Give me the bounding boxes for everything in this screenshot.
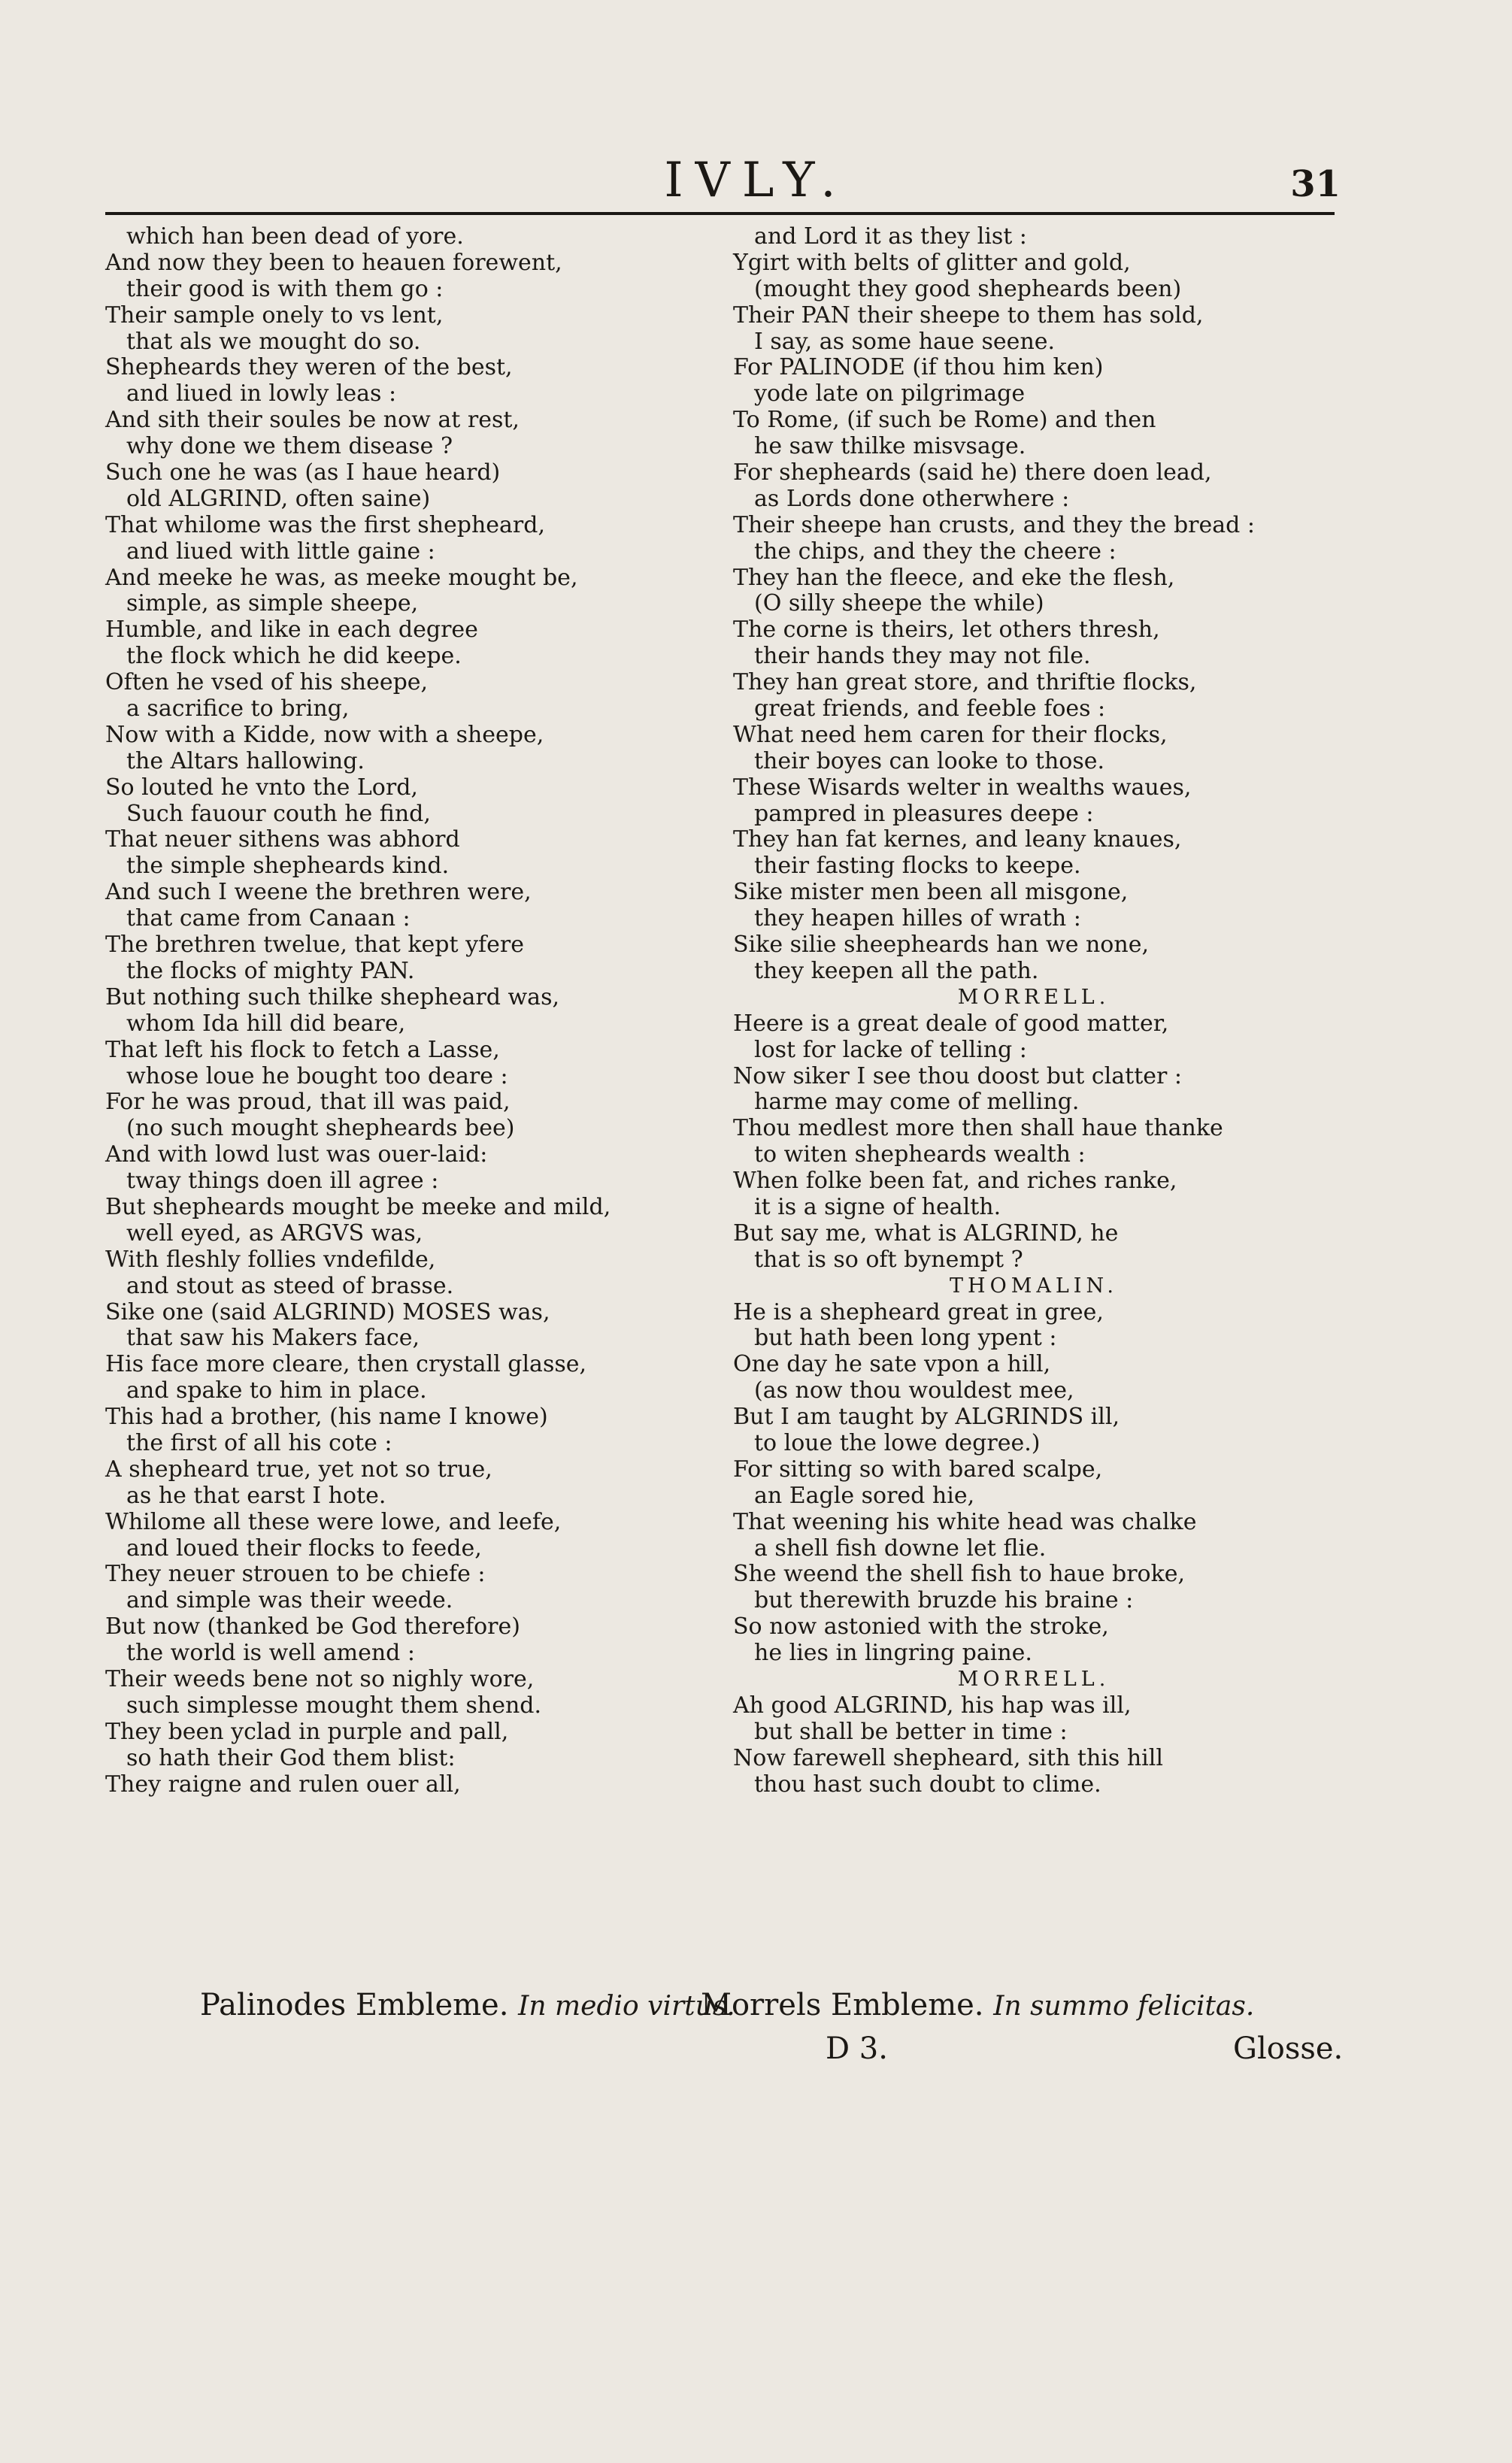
verse-line: Their sample onely to vs lent, bbox=[105, 301, 444, 329]
verse-line: The brethren twelue, that kept yfere bbox=[105, 932, 524, 959]
verse-line: Their sheepe han crusts, and they the bread : bbox=[733, 511, 1255, 538]
verse-line: he saw thilke misvsage. bbox=[754, 433, 1026, 460]
verse-line: But say me, what is ALGRIND, he bbox=[733, 1219, 1119, 1247]
verse-line: to witen shepheards wealth : bbox=[754, 1141, 1086, 1168]
verse-line: it is a signe of health. bbox=[754, 1193, 1001, 1220]
verse-line: why done we them disease ? bbox=[126, 433, 453, 460]
verse-line: (no such mought shepheards bee) bbox=[126, 1115, 515, 1142]
verse-line: their good is with them go : bbox=[126, 275, 444, 302]
verse-line: Such fauour couth he find, bbox=[126, 800, 431, 827]
verse-line: Such one he was (as I haue heard) bbox=[105, 459, 501, 486]
verse-line: and liued with little gaine : bbox=[126, 538, 435, 565]
emblem-motto: In summo felicitas. bbox=[993, 1991, 1255, 2022]
verse-line: the flock which he did keepe. bbox=[126, 643, 462, 670]
running-title: IVLY. bbox=[664, 153, 848, 208]
verse-line: Shepheards they weren of the best, bbox=[105, 354, 513, 381]
verse-line: Sike silie sheepheards han we none, bbox=[733, 932, 1149, 959]
verse-line: the first of all his cote : bbox=[126, 1429, 392, 1456]
verse-line: His face more cleare, then crystall glasse, bbox=[105, 1351, 587, 1378]
verse-line: That neuer sithens was abhord bbox=[105, 826, 460, 853]
verse-line: Their weeds bene not so nighly wore, bbox=[105, 1665, 535, 1692]
verse-line: They han the fleece, and eke the flesh, bbox=[733, 564, 1175, 591]
emblem-label: Morrels Embleme. bbox=[701, 1988, 984, 2022]
verse-line: She weend the shell fish to haue broke, bbox=[733, 1561, 1186, 1588]
verse-line: This had a brother, (his name I knowe) bbox=[105, 1404, 548, 1431]
verse-line: They raigne and rulen ouer all, bbox=[105, 1771, 461, 1798]
verse-line: they keepen all the path. bbox=[754, 957, 1039, 984]
verse-line: Now siker I see thou doost but clatter : bbox=[733, 1062, 1183, 1089]
verse-line: thou hast such doubt to clime. bbox=[754, 1771, 1101, 1798]
verse-line: So now astonied with the stroke, bbox=[733, 1613, 1109, 1640]
verse-line: The corne is theirs, let others thresh, bbox=[733, 617, 1160, 644]
verse-line: that came from Canaan : bbox=[126, 905, 411, 932]
verse-line: that saw his Makers face, bbox=[126, 1325, 420, 1352]
verse-line: so hath their God them blist: bbox=[126, 1744, 456, 1771]
verse-line: One day he sate vpon a hill, bbox=[733, 1351, 1051, 1378]
verse-line: whose loue he bought too deare : bbox=[126, 1062, 508, 1089]
verse-line: For he was proud, that ill was paid, bbox=[105, 1089, 511, 1116]
verse-line: For shepheards (said he) there doen lead, bbox=[733, 459, 1212, 486]
verse-line: He is a shepheard great in gree, bbox=[733, 1298, 1104, 1325]
verse-line: That left his flock to fetch a Lasse, bbox=[105, 1036, 500, 1063]
verse-line: which han been dead of yore. bbox=[126, 223, 464, 250]
verse-line: And with lowd lust was ouer-laid: bbox=[105, 1141, 488, 1168]
verse-line: I say, as some haue seene. bbox=[754, 328, 1056, 355]
verse-line: their hands they may not file. bbox=[754, 643, 1091, 670]
palinode-emblem bbox=[200, 1986, 735, 2025]
verse-line: and loued their flocks to feede, bbox=[126, 1534, 482, 1562]
verse-line: Their PAN their sheepe to them has sold, bbox=[733, 301, 1204, 329]
header-rule bbox=[105, 212, 1335, 215]
verse-line: So louted he vnto the Lord, bbox=[105, 774, 418, 801]
verse-line: To Rome, (if such be Rome) and then bbox=[733, 407, 1156, 434]
verse-line: but hath been long ypent : bbox=[754, 1325, 1057, 1352]
verse-line: as Lords done otherwhere : bbox=[754, 485, 1070, 512]
catchword: Glosse. bbox=[1233, 2031, 1344, 2066]
verse-line: whom Ida hill did beare, bbox=[126, 1010, 406, 1037]
verse-line: Sike one (said ALGRIND) MOSES was, bbox=[105, 1298, 550, 1325]
verse-line: the Altars hallowing. bbox=[126, 747, 365, 774]
verse-line: and liued in lowly leas : bbox=[126, 380, 397, 407]
verse-line: a sacrifice to bring, bbox=[126, 695, 350, 723]
verse-line: yode late on pilgrimage bbox=[754, 380, 1026, 407]
verse-line: that als we mought do so. bbox=[126, 328, 421, 355]
verse-line: That whilome was the first shepheard, bbox=[105, 511, 546, 538]
verse-line: Now with a Kidde, now with a sheepe, bbox=[105, 721, 544, 748]
verse-line: but therewith bruzde his braine : bbox=[754, 1587, 1134, 1614]
verse-line: And sith their soules be now at rest, bbox=[105, 407, 520, 434]
left-column bbox=[105, 224, 699, 1798]
verse-line: that is so oft bynempt ? bbox=[754, 1246, 1023, 1273]
verse-line: but shall be better in time : bbox=[754, 1718, 1068, 1745]
verse-line: These Wisards welter in wealths waues, bbox=[733, 774, 1192, 801]
verse-line: They been yclad in purple and pall, bbox=[105, 1718, 509, 1745]
right-column bbox=[733, 224, 1335, 1798]
verse-line: But nothing such thilke shepheard was, bbox=[105, 983, 559, 1010]
verse-line: the simple shepheards kind. bbox=[126, 853, 450, 880]
verse-line: And meeke he was, as meeke mought be, bbox=[105, 564, 578, 591]
verse-line: What need hem caren for their flocks, bbox=[733, 721, 1168, 748]
verse-line: Humble, and like in each degree bbox=[105, 617, 478, 644]
verse-line: their fasting flocks to keepe. bbox=[754, 853, 1081, 880]
emblem-label: Palinodes Embleme. bbox=[200, 1988, 509, 2022]
verse-line: tway things doen ill agree : bbox=[126, 1168, 439, 1195]
verse-line: (as now thou wouldest mee, bbox=[754, 1377, 1074, 1404]
verse-line: For PALINODE (if thou him ken) bbox=[733, 354, 1104, 381]
speaker-name: MORRELL. bbox=[957, 985, 1111, 1009]
verse-line: They han great store, and thriftie flocks, bbox=[733, 669, 1197, 696]
verse-line: Thou medlest more then shall haue thanke bbox=[733, 1115, 1223, 1142]
verse-line: and Lord it as they list : bbox=[754, 223, 1027, 250]
verse-line: (mought they good shepheards been) bbox=[754, 275, 1182, 302]
verse-line: and stout as steed of brasse. bbox=[126, 1272, 454, 1299]
verse-line: simple, as simple sheepe, bbox=[126, 590, 419, 617]
verse-line: great friends, and feeble foes : bbox=[754, 695, 1106, 723]
verse-line: well eyed, as ARGVS was, bbox=[126, 1219, 423, 1247]
verse-line: and spake to him in place. bbox=[126, 1377, 427, 1404]
verse-line: They han fat kernes, and leany knaues, bbox=[733, 826, 1182, 853]
speaker-name: THOMALIN. bbox=[950, 1274, 1118, 1298]
folio-number: 31 bbox=[1290, 163, 1341, 205]
verse-line: to loue the lowe degree.) bbox=[754, 1429, 1041, 1456]
verse-line: Heere is a great deale of good matter, bbox=[733, 1010, 1169, 1037]
morrell-emblem bbox=[701, 1986, 1254, 2025]
verse-line: Whilome all these were lowe, and leefe, bbox=[105, 1508, 562, 1535]
verse-line: But shepheards mought be meeke and mild, bbox=[105, 1193, 611, 1220]
verse-line: And such I weene the brethren were, bbox=[105, 879, 532, 906]
verse-line: Ygirt with belts of glitter and gold, bbox=[733, 249, 1131, 276]
verse-line: A shepheard true, yet not so true, bbox=[105, 1456, 492, 1483]
signature-mark: D 3. bbox=[826, 2031, 888, 2066]
verse-line: lost for lacke of telling : bbox=[754, 1036, 1027, 1063]
verse-line: the world is well amend : bbox=[126, 1640, 416, 1667]
verse-line: Often he vsed of his sheepe, bbox=[105, 669, 429, 696]
verse-line: And now they been to heauen forewent, bbox=[105, 249, 562, 276]
verse-line: When folke been fat, and riches ranke, bbox=[733, 1168, 1177, 1195]
emblem-motto: In medio virtus. bbox=[518, 1991, 735, 2022]
verse-line: and simple was their weede. bbox=[126, 1587, 453, 1614]
verse-line: With fleshly follies vndefilde, bbox=[105, 1246, 436, 1273]
verse-line: They neuer strouen to be chiefe : bbox=[105, 1561, 486, 1588]
verse-line: old ALGRIND, often saine) bbox=[126, 485, 431, 512]
verse-line: For sitting so with bared scalpe, bbox=[733, 1456, 1103, 1483]
verse-line: (O silly sheepe the while) bbox=[754, 590, 1044, 617]
verse-line: they heapen hilles of wrath : bbox=[754, 905, 1081, 932]
verse-line: That weening his white head was chalke bbox=[733, 1508, 1197, 1535]
verse-line: as he that earst I hote. bbox=[126, 1482, 386, 1509]
verse-line: the flocks of mighty PAN. bbox=[126, 957, 415, 984]
page-header bbox=[0, 150, 1512, 211]
verse-line: Ah good ALGRIND, his hap was ill, bbox=[733, 1692, 1132, 1719]
verse-line: a shell fish downe let flie. bbox=[754, 1534, 1047, 1562]
verse-line: Now farewell shepheard, sith this hill bbox=[733, 1744, 1163, 1771]
verse-line: pampred in pleasures deepe : bbox=[754, 800, 1094, 827]
verse-line: he lies in lingring paine. bbox=[754, 1640, 1032, 1667]
verse-line: the chips, and they the cheere : bbox=[754, 538, 1117, 565]
verse-line: But I am taught by ALGRINDS ill, bbox=[733, 1404, 1120, 1431]
verse-line: an Eagle sored hie, bbox=[754, 1482, 975, 1509]
verse-line: their boyes can looke to those. bbox=[754, 747, 1105, 774]
verse-line: such simplesse mought them shend. bbox=[126, 1692, 542, 1719]
verse-line: But now (thanked be God therefore) bbox=[105, 1613, 520, 1640]
verse-line: harme may come of melling. bbox=[754, 1089, 1080, 1116]
speaker-name: MORRELL. bbox=[957, 1667, 1111, 1691]
verse-line: Sike mister men been all misgone, bbox=[733, 879, 1129, 906]
